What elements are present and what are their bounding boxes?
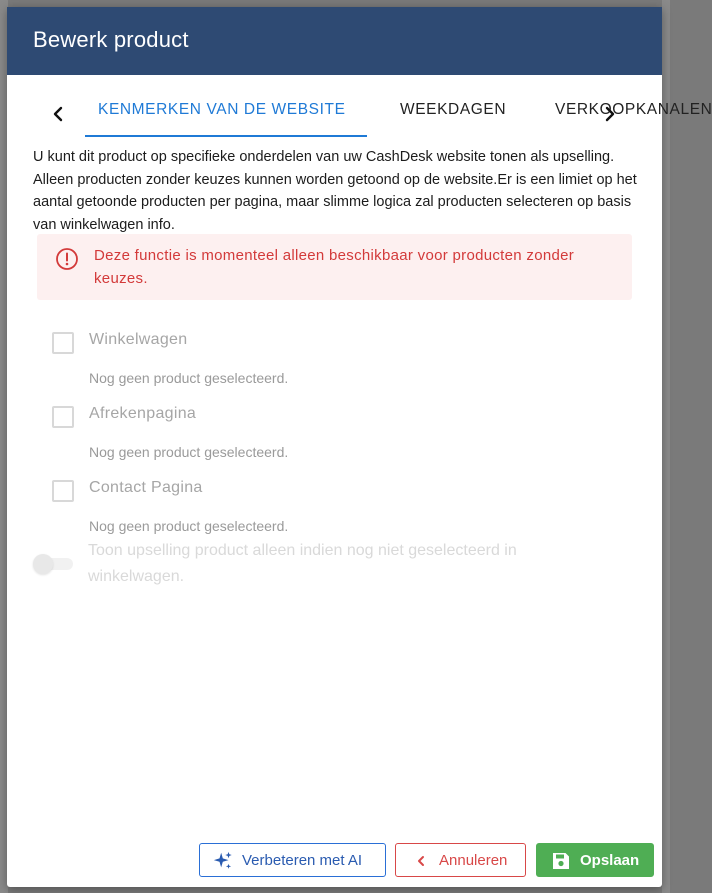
contact-selection-hint: Nog geen product geselecteerd. — [89, 518, 289, 534]
save-icon — [550, 850, 572, 872]
tab-label: VERKOOPKANALEN — [555, 101, 712, 118]
sparkle-icon — [212, 850, 234, 872]
tab-bar — [7, 92, 712, 144]
dialog-header — [7, 7, 662, 75]
chevron-left-icon — [44, 100, 72, 128]
tab-scroll-right-button[interactable] — [596, 100, 624, 128]
improve-with-ai-button[interactable] — [199, 843, 386, 877]
error-circle-icon — [55, 247, 79, 271]
tab-scroll-left-button[interactable] — [44, 100, 72, 128]
chevron-right-icon — [596, 100, 624, 128]
edit-product-dialog — [7, 7, 712, 887]
dialog-footer — [7, 843, 662, 883]
cart-label: Winkelwagen — [89, 331, 188, 348]
upsell-only-unselected-toggle[interactable] — [33, 554, 75, 574]
contact-label: Contact Pagina — [89, 479, 203, 496]
save-label: Opslaan — [580, 852, 640, 869]
dialog-title: Bewerk product — [33, 27, 189, 52]
save-button[interactable] — [536, 843, 654, 877]
warning-alert — [37, 234, 632, 300]
tab-sales-channels[interactable] — [555, 92, 712, 142]
tab-label: KENMERKEN VAN DE WEBSITE — [98, 101, 346, 118]
checkout-checkbox[interactable] — [52, 406, 74, 428]
tab-viewport — [85, 92, 712, 144]
checkout-selection-hint: Nog geen product geselecteerd. — [89, 444, 289, 460]
active-tab-indicator — [85, 135, 367, 137]
feature-description: U kunt dit product op specifieke onderdelen van uw CashDesk website tonen als upselling. Alleen producten zonder keuzes kunnen worden getoond op de website.Er is een limiet op het aantal getoonde producten per pagina, maar slimme logica zal producten selecteren op basis van winkelwagen info. — [33, 149, 637, 233]
chevron-left-icon — [410, 850, 432, 872]
cart-selection-hint: Nog geen product geselecteerd. — [89, 370, 289, 386]
alert-message: Deze functie is momenteel alleen beschikbaar voor producten zonder keuzes. — [94, 247, 575, 287]
improve-with-ai-label: Verbeteren met AI — [242, 852, 363, 869]
toggle-label: Toon upselling product alleen indien nog niet geselecteerd in winkelwagen. — [88, 542, 517, 585]
cancel-label: Annuleren — [439, 852, 508, 869]
cart-checkbox[interactable] — [52, 332, 74, 354]
cancel-button[interactable] — [395, 843, 526, 877]
toggle-knob — [33, 554, 53, 574]
tab-weekdays[interactable] — [400, 92, 506, 142]
contact-checkbox[interactable] — [52, 480, 74, 502]
checkout-label: Afrekenpagina — [89, 405, 197, 422]
tab-label: WEEKDAGEN — [400, 101, 507, 118]
